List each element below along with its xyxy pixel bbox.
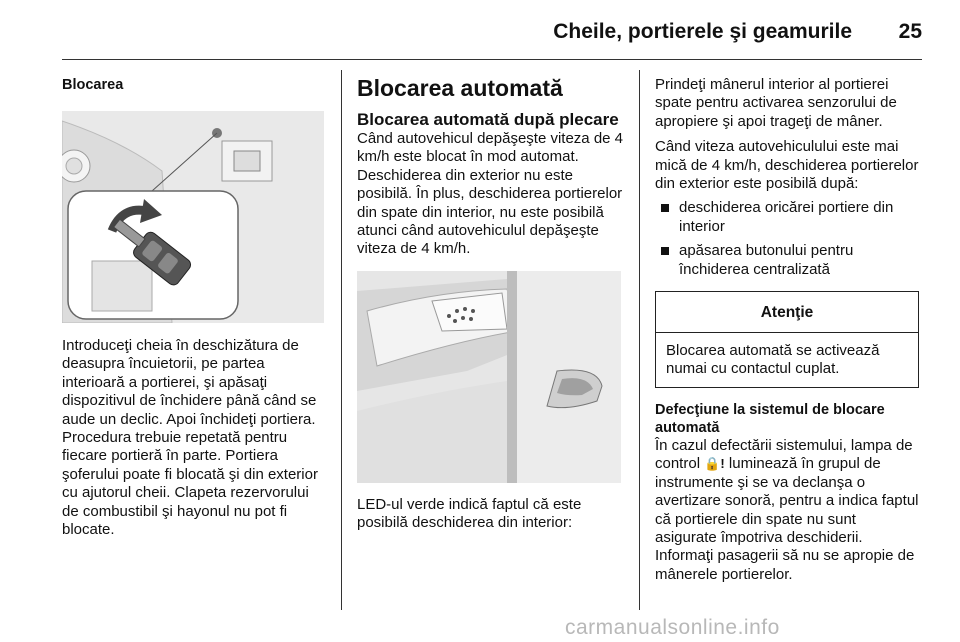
warning-title: Atenţie	[656, 292, 918, 333]
bullet-square-icon	[661, 204, 669, 212]
led-caption: LED-ul verde indică faptul că este posibilă deschiderea din interior:	[357, 495, 582, 532]
subsection-title-after-start: Blocarea automată după plecare	[357, 110, 619, 129]
column-auto-locking-cont	[655, 76, 921, 584]
door-handle-led-illustration	[357, 271, 621, 483]
bullet-square-icon	[661, 247, 669, 255]
door-lock-warning-icon: 🔒!	[704, 456, 725, 472]
speed-condition-text: Când viteza autovehiculului este mai mică de 4 km/h, deschiderea portierelor din exterior este posibilă după:	[655, 138, 919, 193]
locking-text: Introduceţi cheia în deschizătura de deasupra încuietorii, pe partea interioară a portierei, şi apăsaţi dispozitivul de închidere până când se aude un declic. Apoi închideţi portiera. Procedura trebuie repetată pentru fiecare portieră în parte. Portiera şoferului poate fi blocată şi din exterior cu ajutorul cheii. Clapeta rezervorului de combustibil şi hayonul nu pot fi blocate.	[62, 337, 318, 539]
warning-body: Blocarea automată se activează numai cu contactul cuplat.	[666, 342, 880, 378]
auto-locking-text: Când autovehicul depăşeşte viteza de 4 km/h este blocat în mod automat. Deschiderea din exterior nu este posibilă. În plus, deschiderea portierelor din spate din interior, nu este posibilă atunci când autovehiculul depăşeşte viteza de 4 km/h.	[357, 130, 624, 258]
section-heading-locking: Blocarea	[62, 77, 124, 93]
section-title-auto-locking: Blocarea automată	[357, 75, 563, 101]
list-item: apăsarea butonului pentru închiderea centralizată	[655, 242, 921, 279]
door-lock-illustration	[62, 111, 324, 323]
fault-heading: Defecţiune la sistemul de blocare automată	[655, 401, 885, 436]
page-number: 25	[898, 20, 922, 43]
watermark: carmanualsonline.info	[565, 616, 780, 639]
list-item: deschiderea oricărei portiere din interior	[655, 199, 921, 236]
column-locking	[62, 76, 328, 539]
column-auto-locking	[357, 74, 623, 533]
column-divider-1	[341, 70, 342, 610]
fault-text: În cazul defectării sistemului, lampa de control 🔒! luminează în grupul de instrumente şi se va declanşa o avertizare sonoră, pentru a indica faptul că portierele din spate nu sunt asigurate împotriva deschiderii. Informaţi pasagerii să nu se apropie de mânerele portierelor.	[655, 436, 919, 583]
header-title: Cheile, portierele şi geamurile	[553, 20, 852, 43]
header-divider	[62, 59, 922, 60]
column-divider-2	[639, 70, 640, 610]
rear-door-handle-text: Prindeţi mânerul interior al portierei spate pentru activarea senzorului de apropiere şi apoi trageţi de mâner.	[655, 76, 897, 130]
warning-box	[655, 291, 919, 388]
